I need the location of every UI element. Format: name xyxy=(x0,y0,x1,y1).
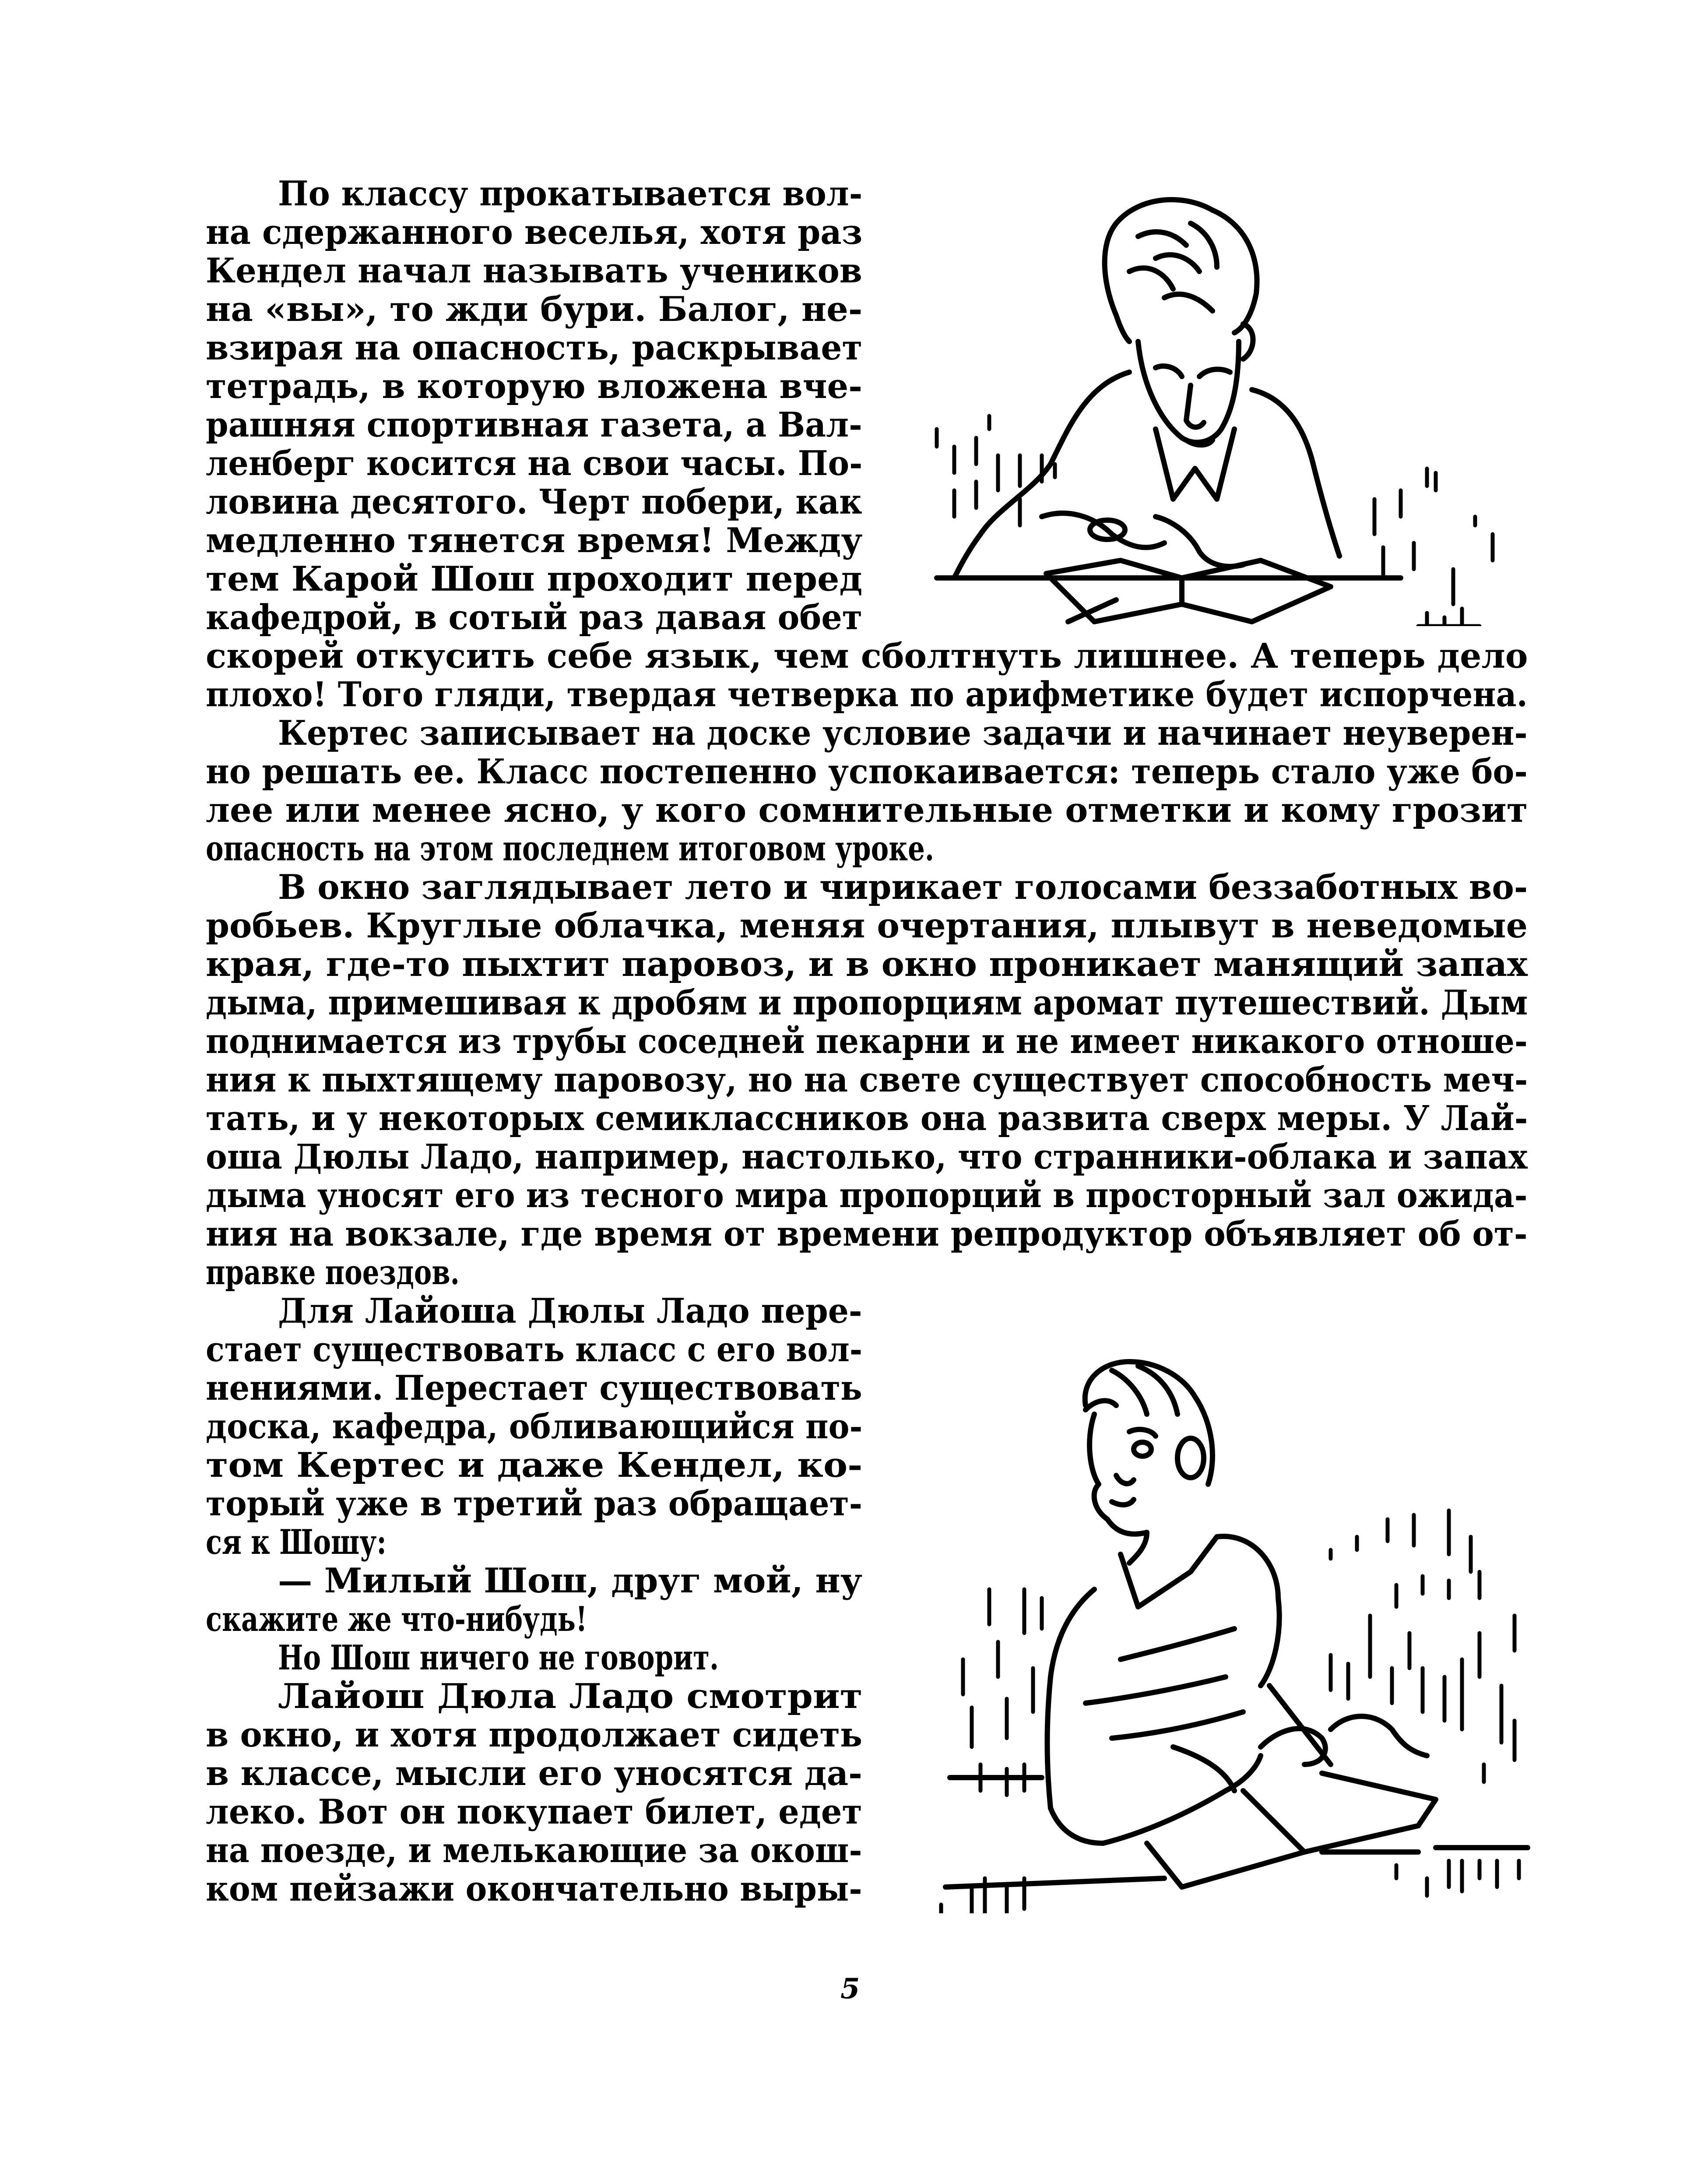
page-number: 5 xyxy=(840,1972,860,2005)
text-line: Но Шош ничего не говорит. xyxy=(278,1638,719,1678)
text-line: По классу прокатывается вол- xyxy=(278,174,863,214)
text-line: кафедрой, в сотый раз давая обет xyxy=(206,598,863,637)
text-line: скорей откусить себе язык, чем сболтнуть лишнее. А теперь дело xyxy=(206,636,1528,676)
text-line: дыма, примешивая к дробям и пропорциям аромат путешествий. Дым xyxy=(206,983,1528,1023)
text-line: ся к Шошу: xyxy=(206,1522,387,1562)
text-line: на «вы», то жди бури. Балог, не- xyxy=(206,289,863,329)
text-line: том Кертес и даже Кендел, ко- xyxy=(206,1445,863,1485)
text-line: опасность на этом последнем итоговом уроке. xyxy=(206,829,935,869)
text-line: медленно тянется время! Между xyxy=(206,521,863,560)
text-line: ния к пыхтящему паровозу, но на свете существует способность меч- xyxy=(206,1060,1528,1100)
text-line: Для Лайоша Дюлы Ладо пере- xyxy=(278,1291,862,1331)
text-line: на поезде, и мелькающие за окош- xyxy=(206,1831,862,1870)
text-line: правке поездов. xyxy=(206,1253,460,1292)
dialogue-line: — Милый Шош, друг мой, ну xyxy=(278,1561,862,1601)
text-line: нениями. Перестает существовать xyxy=(206,1368,862,1408)
text-line: плохо! Того гляди, твердая четверка по арифметике будет испорчена. xyxy=(206,675,1528,715)
illustration-boy-writing xyxy=(910,1327,1541,1913)
text-line: В окно заглядывает лето и чирикает голосами беззаботных во- xyxy=(278,867,1528,907)
illustration-boy-reading xyxy=(910,184,1541,626)
text-line: ловина десятого. Черт побери, как xyxy=(206,482,862,522)
text-line: лее или менее ясно, у кого сомнительные отметки и кому грозит xyxy=(206,790,1528,830)
text-line: взирая на опасность, раскрывает xyxy=(206,328,863,368)
text-line: Кендел начал называть учеников xyxy=(206,251,862,291)
text-line: доска, кафедра, обливающийся по- xyxy=(206,1407,863,1447)
text-line: ком пейзажи окончательно выры- xyxy=(206,1869,862,1909)
text-line: леко. Вот он покупает билет, едет xyxy=(206,1792,862,1832)
text-line: рашняя спортивная газета, а Вал- xyxy=(206,405,862,445)
text-line: на сдержанного веселья, хотя раз xyxy=(206,212,863,252)
text-line: Кертес записывает на доске условие задачи и начинает неуверен- xyxy=(278,713,1528,753)
text-line: тать, и у некоторых семиклассников она развита сверх меры. У Лай- xyxy=(206,1099,1528,1138)
text-line: робьев. Круглые облачка, меняя очертания, плывут в неведомые xyxy=(206,906,1528,946)
text-line: в окно, и хотя продолжает сидеть xyxy=(206,1715,863,1755)
text-line: торый уже в третий раз обращает- xyxy=(206,1484,863,1524)
text-line: но решать ее. Класс постепенно успокаивается: теперь стало уже бо- xyxy=(206,752,1528,792)
text-line: дыма уносят его из тесного мира пропорций в просторный зал ожида- xyxy=(206,1176,1528,1215)
boy-reading-drawing xyxy=(910,184,1541,626)
text-line: тем Карой Шош проходит перед xyxy=(206,559,863,599)
text-line: поднимается из трубы соседней пекарни и не имеет никакого отноше- xyxy=(206,1021,1528,1061)
text-line: в классе, мысли его уносятся да- xyxy=(206,1753,862,1793)
text-line: Лайош Дюла Ладо смотрит xyxy=(278,1676,863,1716)
text-line: оша Дюлы Ладо, например, настолько, что странники-облака и запах xyxy=(206,1137,1528,1177)
dialogue-line: скажите же что-нибудь! xyxy=(206,1599,587,1639)
text-line: тетрадь, в которую вложена вче- xyxy=(206,366,862,406)
text-line: стает существовать класс с его вол- xyxy=(206,1330,862,1370)
text-line: края, где-то пыхтит паровоз, и в окно проникает манящий запах xyxy=(206,944,1528,984)
text-line: ленберг косится на свои часы. По- xyxy=(206,444,863,483)
text-line: ния на вокзале, где время от времени репродуктор объявляет об от- xyxy=(206,1214,1528,1254)
boy-writing-drawing xyxy=(910,1327,1541,1913)
